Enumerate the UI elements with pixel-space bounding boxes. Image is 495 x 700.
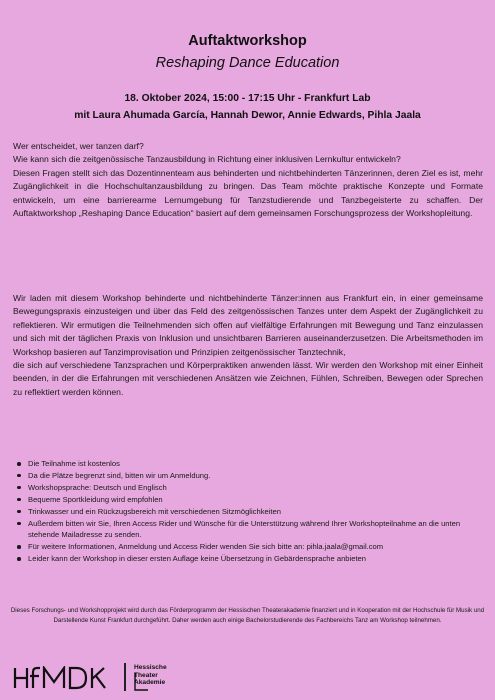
invitation-paragraph bbox=[13, 292, 483, 399]
bullet-icon bbox=[17, 510, 21, 514]
invitation-text-2: die sich auf verschiedene Tanzsprachen und Körperpraktiken anwenden lässt. Wir werden den Workshop mit einer Einheit beenden, in der die Erfahrungen mit verschiedenen Ansätzen wie Zeichnen, Fühlen, Schreiben, Bewegen oder Sprechen zu reflektiert werden können. bbox=[13, 360, 483, 397]
intro-question-1: Wer entscheidet, wer tanzen darf? bbox=[13, 141, 144, 151]
bullet-icon bbox=[17, 545, 21, 549]
hta-logo-line1: Hessische bbox=[134, 664, 167, 671]
list-item-text: Außerdem bitten wir Sie, Ihren Access Rider und Wünsche für die Unterstützung während Ihrer Workshopteilnahme an die unten stehende Mailadresse zu senden. bbox=[28, 518, 461, 540]
intro-question-2: Wie kann sich die zeitgenössische Tanzausbildung in Richtung einer inklusiven Lernkultur entwickeln? bbox=[13, 154, 401, 165]
intro-paragraph bbox=[13, 140, 483, 220]
list-item-text: Die Teilnahme ist kostenlos bbox=[28, 459, 120, 468]
list-item bbox=[14, 482, 484, 494]
list-item bbox=[14, 541, 484, 553]
list-item bbox=[14, 506, 484, 518]
funding-note: Dieses Forschungs- und Workshopprojekt wird durch das Förderprogramm der Hessischen Theaterakademie finanziert und in Kooperation mit der Hochschule für Musik und Darstellende Kunst Frankfurt durchgeführt. Daher werden auch einige Bachelorstudierende des Fachbereichs Tanz am Workshop teilnehmen. bbox=[10, 607, 485, 625]
list-item-text: Leider kann der Workshop in dieser ersten Auflage keine Übersetzung in Gebärdensprache anbieten bbox=[28, 554, 366, 564]
info-list bbox=[14, 458, 484, 565]
hta-logo-frame bbox=[134, 667, 176, 691]
list-item bbox=[14, 494, 484, 506]
bullet-icon bbox=[17, 498, 21, 502]
page-subtitle: Reshaping Dance Education bbox=[155, 55, 340, 71]
bullet-icon bbox=[17, 474, 21, 478]
logo-divider bbox=[124, 663, 126, 691]
intro-description: Diesen Fragen stellt sich das Dozentinnenteam aus behinderten und nichtbehinderten Tänzerinnen, deren Ziel es ist, mehr Zugänglichkeit in die Hochschultanzausbildung zu bringen. Das Team möchte praktische Konzepte und Formate entwickeln, um eine barrierearme Lernumgebung für Tanzstudierende und Tanzbegeisterte zu schaffen. Der Auftaktworkshop „Reshaping Dance Education“ basiert auf dem gemeinsamen Forschungsprozess der Workshopleitung. bbox=[13, 167, 483, 219]
event-hosts-line: mit Laura Ahumada García, Hannah Dewor, Annie Edwards, Pihla Jaala bbox=[74, 110, 421, 121]
list-item bbox=[14, 553, 484, 565]
list-item bbox=[14, 518, 484, 542]
list-item-text: Bequeme Sportkleidung wird empfohlen bbox=[28, 494, 163, 504]
event-date-line: 18. Oktober 2024, 15:00 - 17:15 Uhr - Frankfurt Lab bbox=[124, 93, 371, 104]
list-item-text: Da die Plätze begrenzt sind, bitten wir um Anmeldung. bbox=[28, 470, 211, 480]
list-item bbox=[14, 470, 484, 482]
hta-logo-line3: Akademie bbox=[134, 679, 166, 687]
list-item bbox=[14, 458, 484, 470]
hta-logo-line2: Theater bbox=[134, 671, 158, 679]
bullet-icon bbox=[17, 462, 21, 466]
list-item-text: Trinkwasser und ein Rückzugsbereich mit verschiedenen Sitzmöglichkeiten bbox=[28, 506, 281, 516]
hfmdk-logo-mark bbox=[13, 666, 117, 690]
bullet-icon bbox=[17, 557, 21, 561]
invitation-text-1: Wir laden mit diesem Workshop behinderte und nichtbehinderte Tänzer:innen aus Frankfurt ein, in einer gemeinsame Bewegungspraxis einzusteigen und über das Feld des zeitgenössischen Tanzes unter dem Aspekt der Zugänglichkeit zu reflektieren. Wir ermutigen die Teilnehmenden sich offen auf vielfältige Erfahrungen mit Bewegung und Tanz einzulassen und sich mit der täglichen Praxis von Inklusion und unsichtbaren Barrieren auseinanderzusetzen. Die Arbeitsmethoden im Workshop basieren auf Tanzimprovisation und Prinzipien zeitgenössischer Tanztechnik, bbox=[13, 293, 483, 357]
list-item-text: Für weitere Informationen, Anmeldung und Access Rider wenden Sie sich bitte an: pihla.jaala@gmail.com bbox=[28, 542, 384, 552]
bullet-icon bbox=[17, 486, 21, 490]
bullet-icon bbox=[17, 522, 21, 526]
hfmdk-logo bbox=[13, 666, 117, 690]
list-item-text: Workshopsprache: Deutsch und Englisch bbox=[28, 482, 167, 492]
page-title: Auftaktworkshop bbox=[188, 33, 307, 49]
